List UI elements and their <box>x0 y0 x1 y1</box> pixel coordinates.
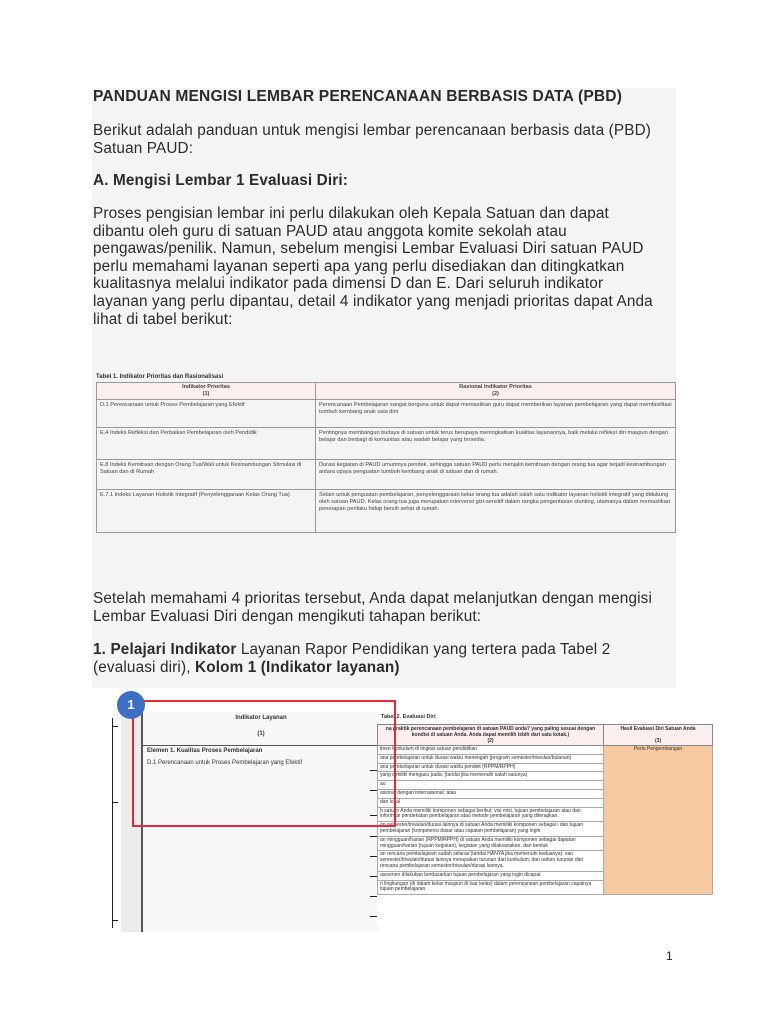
table2-header-row <box>378 725 713 746</box>
table1-rasional: Selain untuk penguatan pembelajaran, penyelenggaraan kelas orang tua adalah salah satu indikator layanan holistik integratif yang didukung oleh satuan PAUD. Kelas orang tua juga merupakan intervensi gizi-sensitif dalam rangka pengentasan stunting, utamanya dalam memastikan penerapan perilaku hidup bersih sehat di rumah. <box>316 490 676 533</box>
table1-col1-num: (1) <box>202 391 210 397</box>
intro-paragraph <box>93 122 651 157</box>
intro-line: Satuan PAUD: <box>93 139 194 157</box>
table-row <box>378 746 713 755</box>
section-a-heading: A. Mengisi Lembar 1 Evaluasi Diri: <box>93 172 349 189</box>
table2-cell: imen kurikulum di tingkat satuan pendidikan <box>378 746 604 755</box>
paragraph-line: Setelah memahami 4 prioritas tersebut, Anda dapat melanjutkan dengan mengisi <box>93 590 653 607</box>
table1-col2-header <box>316 383 676 400</box>
table1-indikator: E.4 Indeks Refleksi dan Perbaikan Pembelajaran oleh Pendidik <box>97 428 316 460</box>
paragraph-line: Lembar Evaluasi Diri dengan mengikuti tahapan berikut: <box>93 607 482 625</box>
element-label: Elemen 1. Kualitas Proses Pembelajaran <box>147 748 263 754</box>
table2-col2-label: na praktik perencanaan pembelajaran di satuan PAUD anda? yang paling sesuai dengan kondisi di satuan Anda. Anda dapat memilih lebih dari satu kotak.) <box>385 726 596 738</box>
table2-cell: au <box>378 781 604 790</box>
paragraph-line: kualitasnya melalui indikator pada dimensi D dan E. Dari seluruh indikator <box>93 275 604 293</box>
table1-col1-label: Indikator Prioritas <box>182 384 230 390</box>
bracket-tick <box>112 802 118 803</box>
table1-indikator: E.8 Indeks Kemitraan dengan Orang Tua/Wali untuk Kesinambungan Stimulasi di Satuan dan di Rumah <box>97 460 316 490</box>
table1-figure <box>96 372 676 533</box>
table2-cell: asional dengan internasional; atau <box>378 789 604 798</box>
paragraph-line: layanan yang perlu dipantau, detail 4 indikator yang menjadi prioritas dapat Anda <box>93 292 653 310</box>
table1-title: Tabel 1. Indikator Prioritas dan Rasionalisasi <box>96 374 224 380</box>
table2 <box>377 724 713 895</box>
table2-col3-header <box>604 725 713 746</box>
table1-header-row <box>97 383 676 400</box>
step1-text: (evaluasi diri), <box>93 658 196 676</box>
table2-title: Tabel 2. Evaluasi Diri <box>381 714 436 720</box>
table2-col2-header <box>378 725 604 746</box>
table2-hasil-cell: Perlu Pengembangan <box>604 746 713 895</box>
table2-cell: n lingkungan (di dalam kelas maupun di luar kelas) dalam perencanaan pembelajaran capainya tujuan pembelajaran. <box>378 880 604 895</box>
table2-cell: an mingguan/harian (RPPM/RPPH) di satuan Anda memiliki komponen sebagai dapatan mingguan/harian (tujuan kegiatan), kegiatan yang dilaksanakan, dan bentuk <box>378 836 604 851</box>
body-paragraph-1 <box>93 205 653 328</box>
figure-bracket <box>112 718 119 928</box>
table2-cell: an rencana pembelajaran sudah selaras (tandai HANYA jika memenuhi keduanya): van semester/triwulan/durasi lainnya merupakan turunan dari kurikulum; dan uahan turunan dari rencana pembelajaran semester/triwulan/durasi lainnya. <box>378 851 604 871</box>
table1-indikator: D.1 Perencanaan untuk Proses Pembelajaran yang Efektif <box>97 400 316 428</box>
table2-cell: ana pembelajaran untuk durasi waktu menengah (program semester/triwulan/bulanan) <box>378 754 604 763</box>
table1-rasional: Perencanaan Pembelajaran sangat berguna untuk dapat memastikan guru dapat memberikan layanan pembelajaran yang dapat memfasilitasi tumbuh kembang anak usia dini <box>316 400 676 428</box>
paragraph-line: lihat di tabel berikut: <box>93 310 233 328</box>
left-header-num: (1) <box>257 731 265 737</box>
bracket-tick <box>112 726 118 727</box>
paragraph-line: Proses pengisian lembar ini perlu dilakukan oleh Kepala Satuan dan dapat <box>93 205 609 222</box>
body-paragraph-2 <box>93 590 652 625</box>
page-number: 1 <box>666 949 673 963</box>
paragraph-line: perlu memahami layanan seperti apa yang perlu disediakan dan ditingkatkan <box>93 257 625 275</box>
bracket-tick <box>112 920 118 921</box>
step1-bold: Kolom 1 (Indikator layanan) <box>195 658 400 676</box>
table-row <box>97 460 676 490</box>
table1-rasional: Durasi kegiatan di PAUD umumnya pendek, sehingga satuan PAUD perlu menjalin kemitraan dengan orang tua agar terjadi kesinambungan antara upaya penguatan tumbuh kembang anak di satuan dan di rumah. <box>316 460 676 490</box>
table2-figure <box>377 712 717 924</box>
table2-col3-num: (3) <box>654 738 662 744</box>
left-header-label: Indikator Layanan <box>235 715 287 721</box>
step-number-badge: 1 <box>117 691 145 719</box>
table2-cell: ana pembelajaran untuk durasi waktu pendek (RPPM/RPPH) <box>378 763 604 772</box>
step1-line1 <box>93 641 610 659</box>
table2-cell: dan lokal <box>378 798 604 807</box>
table1-col1-header <box>97 383 316 400</box>
table2-cell: an semester/triwulan/durasi lainnya di satuan Anda memiliki komponen sebagai i dan tujuan pembelajaran (kompetensi dasar atau capaian pembelajaran) yang ingin <box>378 822 604 837</box>
table2-cell: h satuan Anda memiliki komponen sebagai berikut: visi misi, tujuan pembelajaran atau dan informasi pendekatan pembelajaran atau metode pembelajaran yang diterapkan. <box>378 807 604 822</box>
paragraph-line: dibantu oleh guru di satuan PAUD atau anggota komite sekolah atau <box>93 222 567 240</box>
table2-col3-label: Hasil Evaluasi Diri Satuan Anda <box>620 726 696 732</box>
table1-rasional: Pentingnya membangun budaya di satuan untuk terus berupaya meningkatkan kualitas layanannya, baik melalui refleksi diri maupun dengan belajar dan berbagi di komunitas atau wadah belajar yang tersedia. <box>316 428 676 460</box>
sub-item-label: D.1 Perencanaan untuk Proses Pembelajaran yang Efektif <box>147 760 303 766</box>
page-heading: PANDUAN MENGISI LEMBAR PERENCANAAN BERBASIS DATA (PBD) <box>93 88 623 105</box>
table-row <box>97 400 676 428</box>
step1-bold: 1. Pelajari Indikator <box>93 641 237 658</box>
paragraph-line: pengawas/penilik. Namun, sebelum mengisi Lembar Evaluasi Diri satuan PAUD <box>93 240 644 258</box>
table-row <box>97 490 676 533</box>
table2-cell: yang dimiliki mengacu pada: (tandai jika memenuhi salah satunya) <box>378 772 604 781</box>
highlight-box <box>132 700 396 827</box>
table-row <box>97 428 676 460</box>
step1-line2 <box>93 659 610 677</box>
table2-cell: asesmen dilakukan berdasarkan tujuan pembelajaran yang ingin dicapai. <box>378 871 604 880</box>
table2-col2-num: (2) <box>487 738 494 744</box>
intro-line: Berikut adalah panduan untuk mengisi lembar perencanaan berbasis data (PBD) <box>93 122 652 139</box>
table1-indikator: E.7.1 Indeks Layanan Holistik Integratif (Penyelenggaraan Kelas Orang Tua) <box>97 490 316 533</box>
step1-text: Layanan Rapor Pendidikan yang tertera pada Tabel 2 <box>236 641 611 658</box>
step1-paragraph <box>93 641 610 676</box>
table1-col2-num: (2) <box>492 391 499 397</box>
table1-col2-label: Rasional Indikator Prioritas <box>459 384 532 390</box>
table1 <box>96 382 676 533</box>
